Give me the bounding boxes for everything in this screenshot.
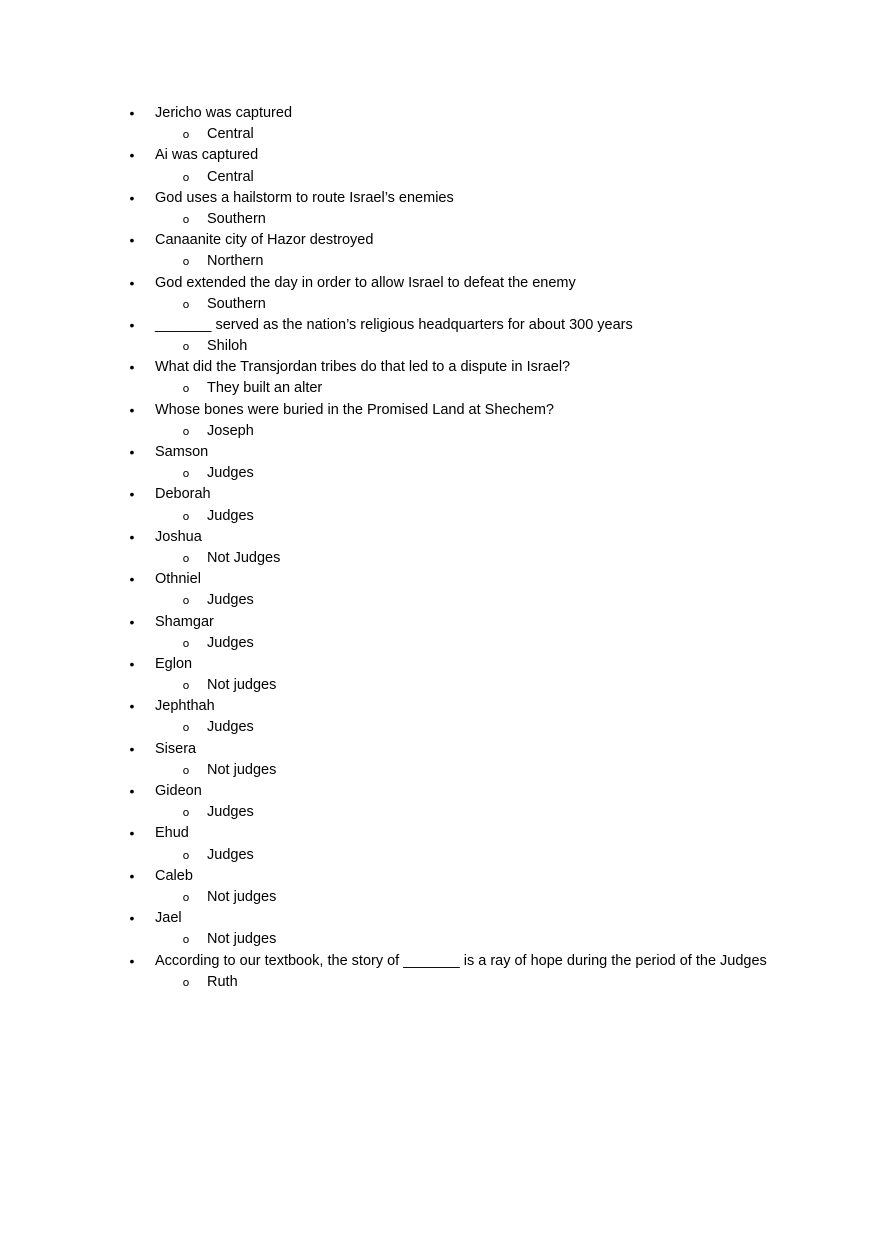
- bullet-icon: •: [129, 359, 135, 376]
- hollow-circle-icon: o: [182, 509, 190, 523]
- answer-text: Judges: [207, 846, 254, 863]
- hollow-circle-icon: o: [182, 297, 190, 311]
- answer-line: [0, 802, 880, 823]
- answer-text: Not judges: [207, 888, 277, 905]
- bullet-icon: •: [129, 571, 135, 588]
- answer-text: Judges: [207, 592, 254, 609]
- question-text: Jericho was captured: [155, 105, 293, 121]
- question-line: [0, 188, 880, 209]
- question-text: According to our textbook, the story of _______ is a ray of hope during the period of the Judges: [155, 952, 767, 969]
- hollow-circle-icon: o: [182, 806, 190, 820]
- answer-line: [0, 675, 880, 696]
- question-text: Joshua: [155, 528, 202, 545]
- question-text: Gideon: [155, 783, 202, 799]
- question-text: Samson: [155, 444, 209, 460]
- question-line: [0, 442, 880, 463]
- answer-text: Judges: [207, 634, 254, 651]
- question-line: [0, 315, 880, 336]
- hollow-circle-icon: o: [182, 890, 190, 904]
- answer-text: Central: [207, 168, 254, 185]
- answer-line: [0, 972, 880, 993]
- question-line: [0, 781, 880, 802]
- hollow-circle-icon: o: [182, 255, 190, 269]
- question-text: _______ served as the nation’s religious headquarters for about 300 years: [155, 316, 633, 333]
- answer-line: [0, 506, 880, 527]
- list-item: [0, 357, 880, 399]
- question-line: [0, 739, 880, 760]
- answer-text: Judges: [207, 719, 254, 736]
- question-line: [0, 823, 880, 844]
- question-line: [0, 400, 880, 421]
- question-line: [0, 951, 880, 972]
- answer-text: Ruth: [207, 973, 238, 990]
- hollow-circle-icon: o: [182, 212, 190, 226]
- bullet-icon: •: [129, 189, 135, 206]
- list-item: [0, 739, 880, 781]
- answer-line: [0, 590, 880, 611]
- hollow-circle-icon: o: [182, 848, 190, 862]
- question-line: [0, 273, 880, 294]
- answer-text: Not judges: [207, 677, 277, 694]
- list-item: [0, 400, 880, 442]
- answer-line: [0, 929, 880, 950]
- answer-text: Shiloh: [207, 338, 248, 355]
- hollow-circle-icon: o: [182, 594, 190, 608]
- answer-line: [0, 336, 880, 357]
- hollow-circle-icon: o: [182, 467, 190, 481]
- answer-text: Central: [207, 126, 254, 143]
- bullet-icon: •: [129, 528, 135, 545]
- bullet-icon: •: [129, 274, 135, 291]
- list-item: [0, 188, 880, 230]
- answer-line: [0, 845, 880, 866]
- hollow-circle-icon: o: [182, 551, 190, 565]
- question-text: Caleb: [155, 867, 193, 884]
- question-text: God uses a hailstorm to route Israel’s enemies: [155, 189, 454, 206]
- answer-text: Southern: [207, 295, 266, 312]
- answer-line: [0, 760, 880, 781]
- bullet-icon: •: [129, 910, 135, 927]
- list-item: [0, 145, 880, 187]
- answer-line: [0, 887, 880, 908]
- answer-line: [0, 294, 880, 315]
- answer-text: Not judges: [207, 931, 277, 948]
- question-text: Ehud: [155, 825, 189, 842]
- bullet-icon: •: [129, 444, 135, 460]
- bullet-icon: •: [129, 952, 135, 969]
- question-text: Jephthah: [155, 698, 215, 715]
- bullet-icon: •: [129, 655, 135, 672]
- answer-text: They built an alter: [207, 380, 323, 397]
- answer-text: Judges: [207, 804, 254, 821]
- question-line: [0, 908, 880, 929]
- bullet-list: [0, 103, 880, 993]
- answer-text: Joseph: [207, 422, 254, 439]
- question-text: Eglon: [155, 655, 193, 672]
- list-item: [0, 908, 880, 950]
- hollow-circle-icon: o: [182, 721, 190, 735]
- list-item: [0, 103, 880, 145]
- list-item: [0, 951, 880, 993]
- hollow-circle-icon: o: [182, 170, 190, 184]
- bullet-icon: •: [129, 232, 135, 249]
- question-line: [0, 230, 880, 251]
- answer-text: Judges: [207, 465, 254, 482]
- question-line: [0, 145, 880, 166]
- list-item: [0, 696, 880, 738]
- bullet-icon: •: [129, 147, 135, 164]
- bullet-icon: •: [129, 401, 135, 418]
- answer-line: [0, 378, 880, 399]
- bullet-icon: •: [129, 825, 135, 842]
- answer-line: [0, 717, 880, 738]
- answer-line: [0, 463, 880, 484]
- list-item: [0, 654, 880, 696]
- answer-line: [0, 167, 880, 188]
- question-text: Sisera: [155, 740, 197, 757]
- question-line: [0, 866, 880, 887]
- bullet-icon: •: [129, 105, 135, 121]
- answer-text: Not Judges: [207, 549, 281, 566]
- answer-line: [0, 633, 880, 654]
- list-item: [0, 273, 880, 315]
- answer-line: [0, 251, 880, 272]
- question-line: [0, 103, 880, 124]
- bullet-icon: •: [129, 698, 135, 715]
- hollow-circle-icon: o: [182, 679, 190, 693]
- question-line: [0, 569, 880, 590]
- question-line: [0, 654, 880, 675]
- answer-text: Northern: [207, 253, 264, 270]
- bullet-icon: •: [129, 740, 135, 757]
- hollow-circle-icon: o: [182, 933, 190, 947]
- list-item: [0, 781, 880, 823]
- question-text: Whose bones were buried in the Promised Land at Shechem?: [155, 401, 554, 418]
- list-item: [0, 484, 880, 526]
- list-item: [0, 569, 880, 611]
- question-line: [0, 357, 880, 378]
- question-text: Shamgar: [155, 613, 214, 630]
- bullet-icon: •: [129, 316, 135, 333]
- answer-text: Not judges: [207, 761, 277, 778]
- list-item: [0, 315, 880, 357]
- question-line: [0, 484, 880, 505]
- list-item: [0, 866, 880, 908]
- list-item: [0, 612, 880, 654]
- question-line: [0, 612, 880, 633]
- question-text: Canaanite city of Hazor destroyed: [155, 232, 374, 249]
- question-text: Othniel: [155, 571, 201, 588]
- bullet-icon: •: [129, 867, 135, 884]
- bullet-icon: •: [129, 613, 135, 630]
- answer-line: [0, 421, 880, 442]
- hollow-circle-icon: o: [182, 382, 190, 396]
- question-text: God extended the day in order to allow Israel to defeat the enemy: [155, 274, 576, 291]
- answer-text: Southern: [207, 210, 266, 227]
- question-line: [0, 696, 880, 717]
- question-line: [0, 527, 880, 548]
- list-item: [0, 527, 880, 569]
- bullet-icon: •: [129, 486, 135, 503]
- bullet-icon: •: [129, 783, 135, 799]
- question-text: Jael: [155, 910, 182, 927]
- answer-line: [0, 209, 880, 230]
- question-text: What did the Transjordan tribes do that led to a dispute in Israel?: [155, 359, 571, 376]
- hollow-circle-icon: o: [182, 975, 190, 989]
- answer-text: Judges: [207, 507, 254, 524]
- answer-line: [0, 124, 880, 145]
- hollow-circle-icon: o: [182, 763, 190, 777]
- hollow-circle-icon: o: [182, 636, 190, 650]
- list-item: [0, 230, 880, 272]
- question-text: Deborah: [155, 486, 211, 503]
- answer-line: [0, 548, 880, 569]
- hollow-circle-icon: o: [182, 128, 190, 142]
- list-item: [0, 442, 880, 484]
- list-item: [0, 823, 880, 865]
- hollow-circle-icon: o: [182, 424, 190, 438]
- question-text: Ai was captured: [155, 147, 259, 164]
- hollow-circle-icon: o: [182, 340, 190, 354]
